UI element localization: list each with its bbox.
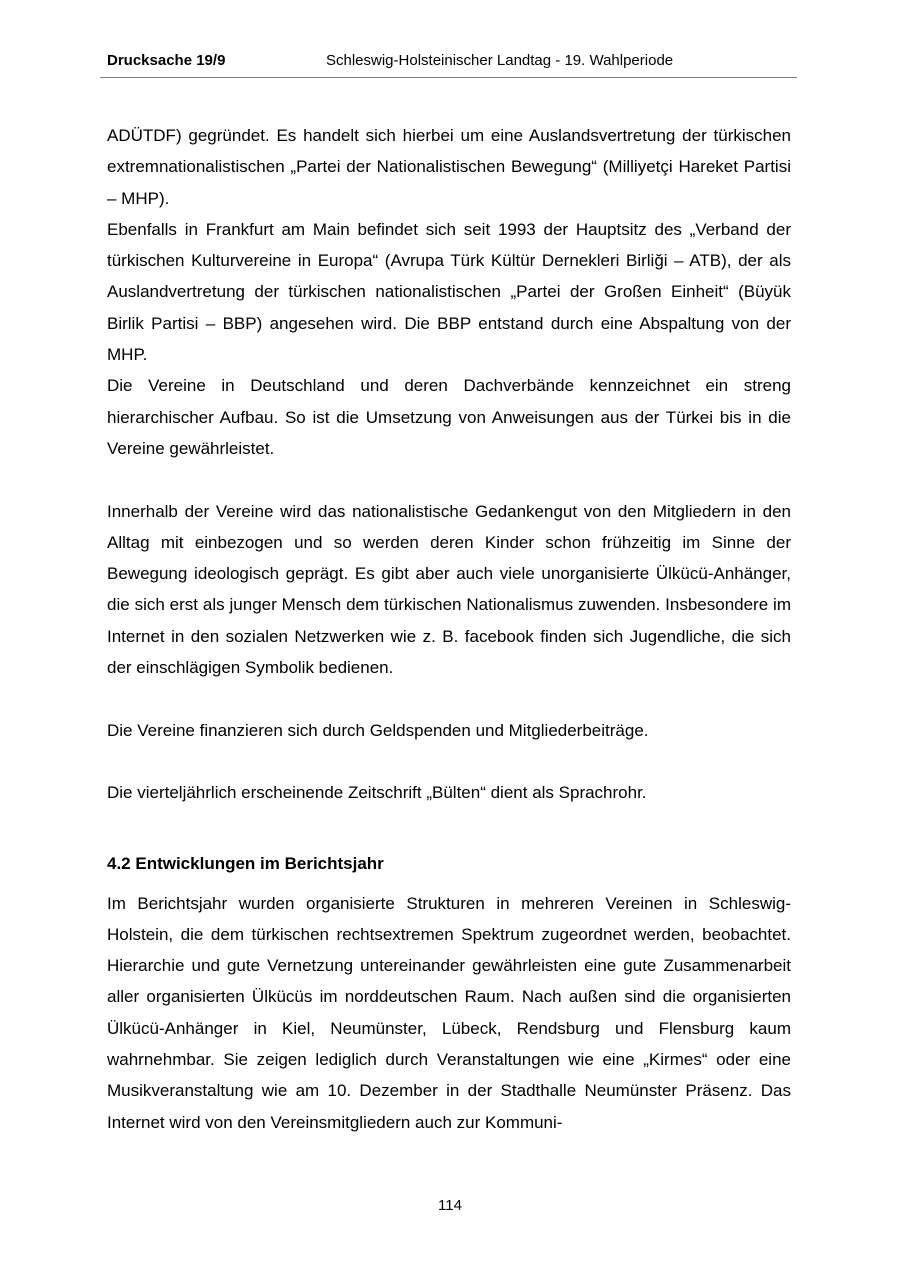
header-title: Schleswig-Holsteinischer Landtag - 19. Wahlperiode xyxy=(326,52,674,69)
paragraph: Innerhalb der Vereine wird das nationalistische Gedankengut von den Mitgliedern in den Alltag mit einbezogen und so werden deren Kinder schon frühzeitig im Sinne der Bewegung ideologisch geprägt. Es gibt aber auch viele unorganisierte Ülkücü-Anhänger, die sich erst als junger Mensch dem türkischen Nationalismus zuwenden. Insbesondere im Internet in den sozialen Netzwerken wie z. B. facebook finden sich Jugendliche, die sich der einschlägigen Symbolik bedienen. xyxy=(107,501,791,678)
paragraph: Ebenfalls in Frankfurt am Main befindet sich seit 1993 der Hauptsitz des „Verband der türkischen Kulturvereine in Europa“ (Avrupa Türk Kültür Dernekleri Birliği – ATB), der als Auslandvertretung der türkischen nationalistischen „Partei der Großen Einheit“ (Büyük Birlik Partisi – BBP) angesehen wird. Die BBP entstand durch eine Abspaltung von der MHP. xyxy=(107,219,791,365)
paragraph: Die Vereine in Deutschland und deren Dachverbände kennzeichnet ein streng hierarchischer Aufbau. So ist die Umsetzung von Anweisungen aus der Türkei bis in die Vereine gewährleistet. xyxy=(107,376,791,458)
page-number: 114 xyxy=(438,1197,462,1214)
document-number: Drucksache 19/9 xyxy=(107,52,226,69)
paragraph: Die Vereine finanzieren sich durch Geldspenden und Mitgliederbeiträge. xyxy=(107,720,649,740)
paragraph: Im Berichtsjahr wurden organisierte Strukturen in mehreren Vereinen in Schleswig-Holstein, die dem türkischen rechtsextremen Spektrum zugeordnet werden, beobachtet. Hierarchie und gute Vernetzung untereinander gewährleisten eine gute Zusammenarbeit aller organisierten Ülkücüs im norddeutschen Raum. Nach außen sind die organisierten Ülkücü-Anhänger in Kiel, Neumünster, Lübeck, Rendsburg und Flensburg kaum wahrnehmbar. Sie zeigen lediglich durch Veranstaltungen wie eine „Kirmes“ oder eine Musikveranstaltung wie am 10. Dezember in der Stadthalle Neumünster Präsenz. Das Internet wird von den Vereinsmitgliedern auch zur Kommuni- xyxy=(107,893,791,1132)
document-body xyxy=(107,120,791,1138)
page-header xyxy=(100,52,797,78)
paragraph: Die vierteljährlich erscheinende Zeitschrift „Bülten“ dient als Sprachrohr. xyxy=(107,783,647,803)
paragraph: ADÜTDF) gegründet. Es handelt sich hierbei um eine Auslandsvertretung der türkischen extremnationalistischen „Partei der Nationalistischen Bewegung“ (Milliyetçi Hareket Partisi – MHP). xyxy=(107,126,791,208)
section-heading: 4.2 Entwicklungen im Berichtsjahr xyxy=(107,853,384,873)
